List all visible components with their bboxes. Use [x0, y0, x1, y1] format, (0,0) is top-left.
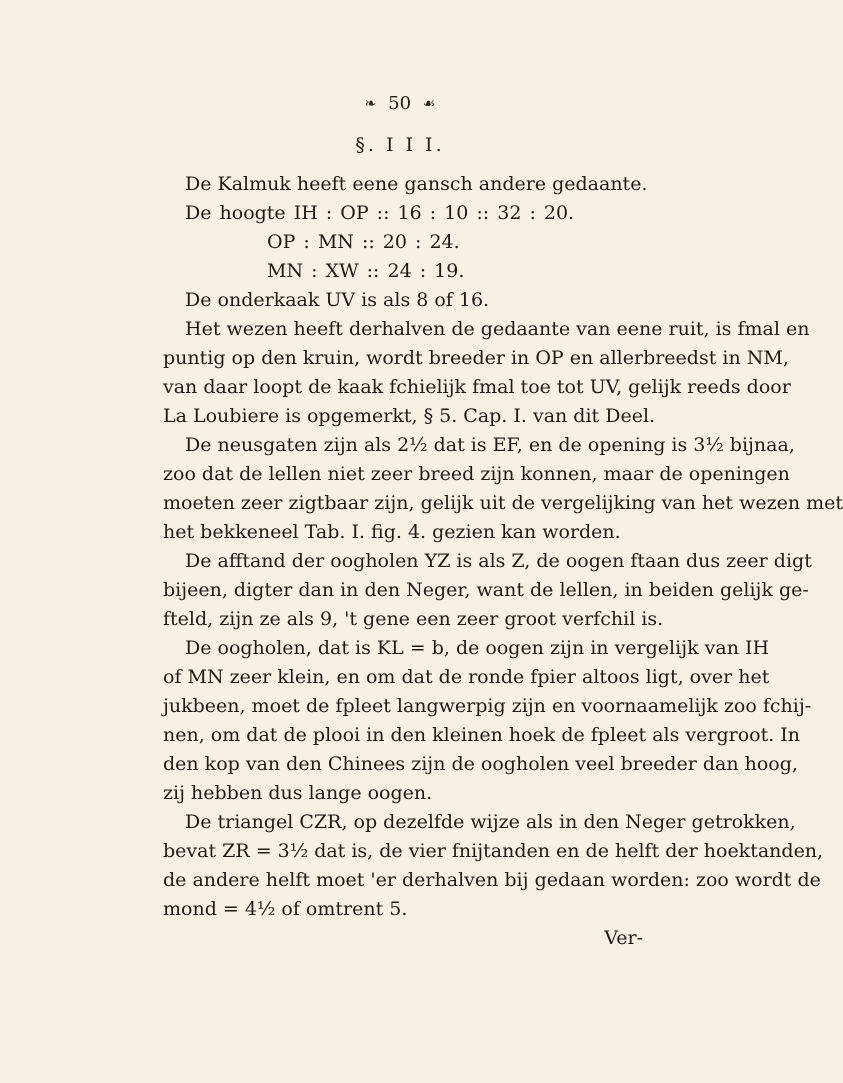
text-line: La Loubiere is opgemerkt, § 5. Cap. I. van dit Deel.	[163, 405, 656, 427]
page-number: 50	[388, 93, 412, 114]
right-ornament-icon: ☙	[422, 96, 436, 112]
text-line: zij hebben dus lange oogen.	[163, 782, 433, 804]
text-line: fteld, zijn ze als 9, 't gene een zeer groot verfchil is.	[163, 608, 664, 630]
text-line: De afftand der oogholen YZ is als Z, de oogen ftaan dus zeer digt	[185, 550, 812, 572]
section-title: §. I I I.	[355, 134, 445, 156]
text-line: het bekkeneel Tab. I. fig. 4. gezien kan worden.	[163, 521, 621, 543]
text-line: MN : XW :: 24 : 19.	[267, 260, 465, 282]
text-line: zoo dat de lellen niet zeer breed zijn konnen, maar de openingen	[163, 463, 790, 485]
text-line: jukbeen, moet de fpleet langwerpig zijn en voornaamelijk zoo fchij-	[163, 695, 812, 717]
text-line: mond = 4½ of omtrent 5.	[163, 898, 408, 920]
text-line: bijeen, digter dan in den Neger, want de lellen, in beiden gelijk ge-	[163, 579, 809, 601]
text-line: den kop van den Chinees zijn de oogholen veel breeder dan hoog,	[163, 753, 798, 775]
left-ornament-icon: ❧	[364, 96, 377, 112]
catchword: Ver-	[604, 927, 643, 949]
text-line: bevat ZR = 3½ dat is, de vier fnijtanden en de helft der hoektanden,	[163, 840, 824, 862]
text-line: De triangel CZR, op dezelfde wijze als in den Neger getrokken,	[185, 811, 796, 833]
text-line: of MN zeer klein, en om dat de ronde fpier altoos ligt, over het	[163, 666, 770, 688]
text-line: Het wezen heeft derhalven de gedaante van eene ruit, is fmal en	[185, 318, 810, 340]
text-line: moeten zeer zigtbaar zijn, gelijk uit de vergelijking van het wezen met	[163, 492, 843, 514]
page-header	[0, 93, 800, 115]
body-text	[163, 170, 843, 953]
text-line: puntig op den kruin, wordt breeder in OP en allerbreedst in NM,	[163, 347, 789, 369]
text-line: OP : MN :: 20 : 24.	[267, 231, 460, 253]
text-line: De neusgaten zijn als 2½ dat is EF, en de opening is 3½ bijnaa,	[185, 434, 795, 456]
text-line: De onderkaak UV is als 8 of 16.	[185, 289, 490, 311]
text-line: De hoogte IH : OP :: 16 : 10 :: 32 : 20.	[185, 202, 575, 224]
text-line: De oogholen, dat is KL = b, de oogen zijn in vergelijk van IH	[185, 637, 770, 659]
text-line: de andere helft moet 'er derhalven bij gedaan worden: zoo wordt de	[163, 869, 821, 891]
text-line: nen, om dat de plooi in den kleinen hoek de fpleet als vergroot. In	[163, 724, 801, 746]
text-line: van daar loopt de kaak fchielijk fmal toe tot UV, gelijk reeds door	[163, 376, 791, 398]
text-line: De Kalmuk heeft eene gansch andere gedaante.	[185, 173, 648, 195]
